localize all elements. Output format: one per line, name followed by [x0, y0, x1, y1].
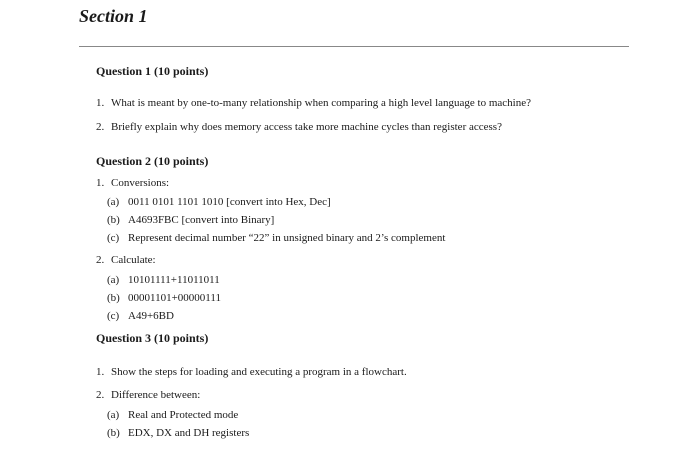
item-text: Calculate: [111, 254, 156, 266]
subitem-marker: (c) [107, 310, 120, 322]
subitem-marker: (b) [107, 427, 120, 439]
item-text: Difference between: [111, 389, 201, 401]
item-marker: 1. [96, 177, 105, 189]
subitem-text: A4693FBC [convert into Binary] [128, 214, 275, 226]
subitem-text: 00001101+00000111 [128, 292, 221, 304]
question-2-heading: Question 2 (10 points) [96, 154, 209, 168]
item-marker: 1. [96, 366, 105, 378]
subitem-marker: (c) [107, 232, 120, 244]
item-marker: 1. [96, 97, 105, 109]
subitem-marker: (b) [107, 292, 120, 304]
subitem-text: Real and Protected mode [128, 409, 239, 421]
item-text: Briefly explain why does memory access take more machine cycles than register access? [111, 121, 502, 133]
subitem-text: A49+6BD [128, 310, 174, 322]
section-divider [79, 46, 629, 47]
subitem-text: 0011 0101 1101 1010 [convert into Hex, Dec] [128, 196, 331, 208]
item-text: Conversions: [111, 177, 170, 189]
section-title: Section 1 [79, 6, 148, 26]
subitem-marker: (b) [107, 214, 120, 226]
item-marker: 2. [96, 254, 105, 266]
subitem-text: 10101111+11011011 [128, 274, 220, 286]
subitem-text: Represent decimal number “22” in unsigned binary and 2’s complement [128, 232, 446, 244]
item-text: Show the steps for loading and executing a program in a flowchart. [111, 366, 407, 378]
subitem-marker: (a) [107, 196, 120, 208]
subitem-text: EDX, DX and DH registers [128, 427, 250, 439]
item-marker: 2. [96, 389, 105, 401]
question-1-heading: Question 1 (10 points) [96, 64, 209, 78]
subitem-marker: (a) [107, 409, 120, 421]
subitem-marker: (a) [107, 274, 120, 286]
question-3-heading: Question 3 (10 points) [96, 331, 209, 345]
item-text: What is meant by one-to-many relationship when comparing a high level language to machine? [111, 97, 532, 109]
item-marker: 2. [96, 121, 105, 133]
